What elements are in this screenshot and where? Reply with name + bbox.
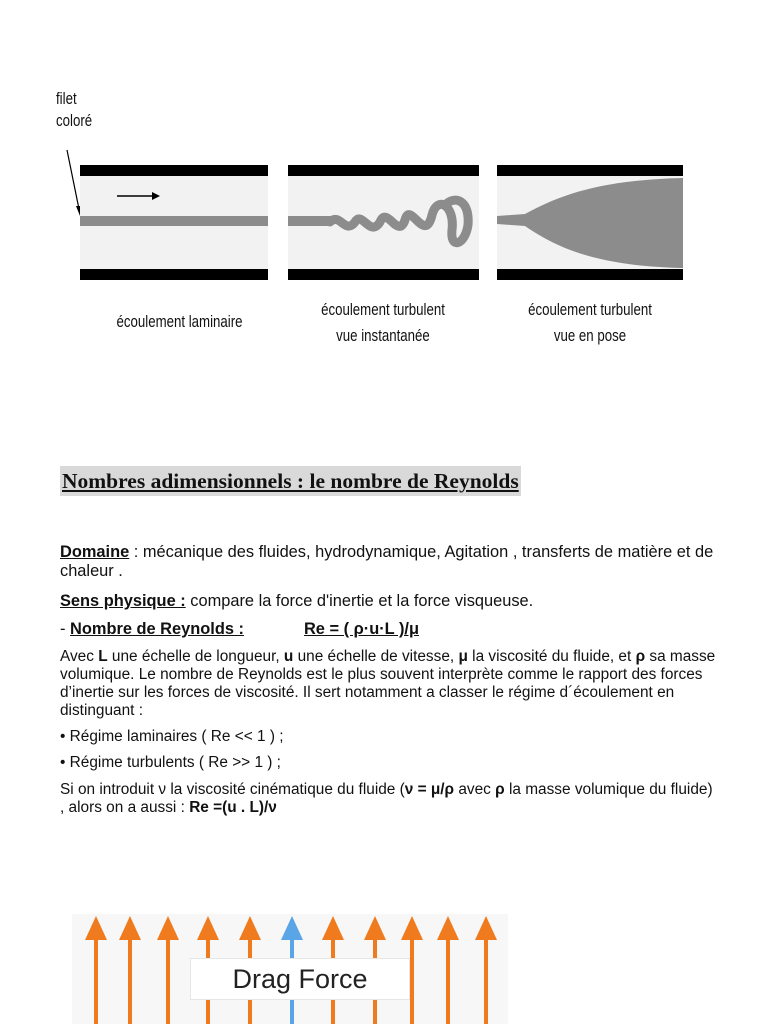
section-title: Nombres adimensionnels : le nombre de Reynolds	[60, 466, 521, 496]
avec-text-2: une échelle de longueur,	[107, 648, 284, 665]
filet-pointer-line	[67, 150, 80, 214]
si-symbol-rho: ρ	[495, 781, 505, 798]
avec-symbol-L: L	[98, 648, 108, 665]
domaine-paragraph	[60, 543, 720, 581]
si-text-2: avec	[454, 781, 496, 798]
si-text-3: la masse volumique du fluide) , alors on a aussi :	[60, 781, 713, 816]
domaine-text: : mécanique des fluides, hydrodynamique, Agitation , transferts de matière et de chaleur .	[60, 543, 714, 580]
reynolds-prefix: -	[60, 620, 71, 638]
tube-laminar	[80, 165, 268, 280]
caption-laminar	[100, 309, 250, 335]
avec-symbol-u: u	[283, 648, 294, 665]
filet-label-line2: coloré	[56, 111, 93, 130]
sens-physique-text: compare la force d'inertie et la force visqueuse.	[185, 592, 534, 610]
avec-symbol-mu: μ	[458, 648, 468, 665]
si-text-1: Si on introduit ν la viscosité cinématique du fluide (	[60, 781, 405, 798]
caption-turbulent-instant-line1: écoulement turbulent	[321, 300, 445, 319]
avec-text-1: Avec	[60, 648, 99, 665]
caption-turbulent-instant-line2: vue instantanée	[336, 326, 430, 345]
avec-paragraph	[60, 648, 720, 720]
re-kinematic-formula: Re =(u . L)/ν	[189, 799, 277, 816]
domaine-label: Domaine	[60, 543, 130, 561]
caption-turbulent-pose-line2: vue en pose	[553, 326, 627, 345]
viscosite-cinematique-paragraph	[60, 781, 720, 817]
sens-physique-paragraph	[60, 592, 720, 611]
sens-physique-label: Sens physique :	[60, 592, 186, 610]
tube-turbulent-instant	[288, 165, 479, 280]
dye-streak-laminar	[80, 216, 268, 226]
nu-formula: ν = μ/ρ	[404, 781, 455, 798]
drag-arrow-shaft	[410, 936, 414, 1024]
avec-text-3: une échelle de vitesse,	[293, 648, 459, 665]
drag-force-label: Drag Force	[190, 958, 410, 1000]
drag-arrow-shaft	[166, 936, 170, 1024]
flow-regimes-figure	[0, 0, 768, 300]
regime-turbulent-item: • Régime turbulents ( Re >> 1 ) ;	[60, 754, 281, 771]
reynolds-label: Nombre de Reynolds :	[70, 620, 244, 638]
filet-label-line1: filet	[56, 89, 77, 108]
caption-turbulent-pose-line1: écoulement turbulent	[528, 300, 652, 319]
reynolds-formula: Re = ( ρ·u·L )/μ	[303, 620, 419, 638]
drag-arrow-shaft	[128, 936, 132, 1024]
drag-arrow-shaft	[484, 936, 488, 1024]
caption-turbulent-instant	[303, 297, 463, 349]
caption-turbulent-pose	[510, 297, 670, 349]
avec-text-4: la viscosité du fluide, et	[467, 648, 636, 665]
reynolds-definition	[60, 620, 720, 639]
caption-laminar-line1: écoulement laminaire	[116, 312, 243, 331]
tube-turbulent-exposure	[497, 165, 683, 280]
avec-text-5: sa masse volumique. Le nombre de Reynolds est le plus souvent interprète comme le rapport des forces d’inertie sur les forces de viscosité. Il sert notamment a classer le régime d´écoulement en distinguant :	[60, 648, 716, 719]
avec-symbol-rho: ρ	[635, 648, 646, 665]
drag-arrow-shaft	[446, 936, 450, 1024]
regime-laminaire-item: • Régime laminaires ( Re << 1 ) ;	[60, 728, 284, 745]
drag-arrow-shaft	[94, 936, 98, 1024]
